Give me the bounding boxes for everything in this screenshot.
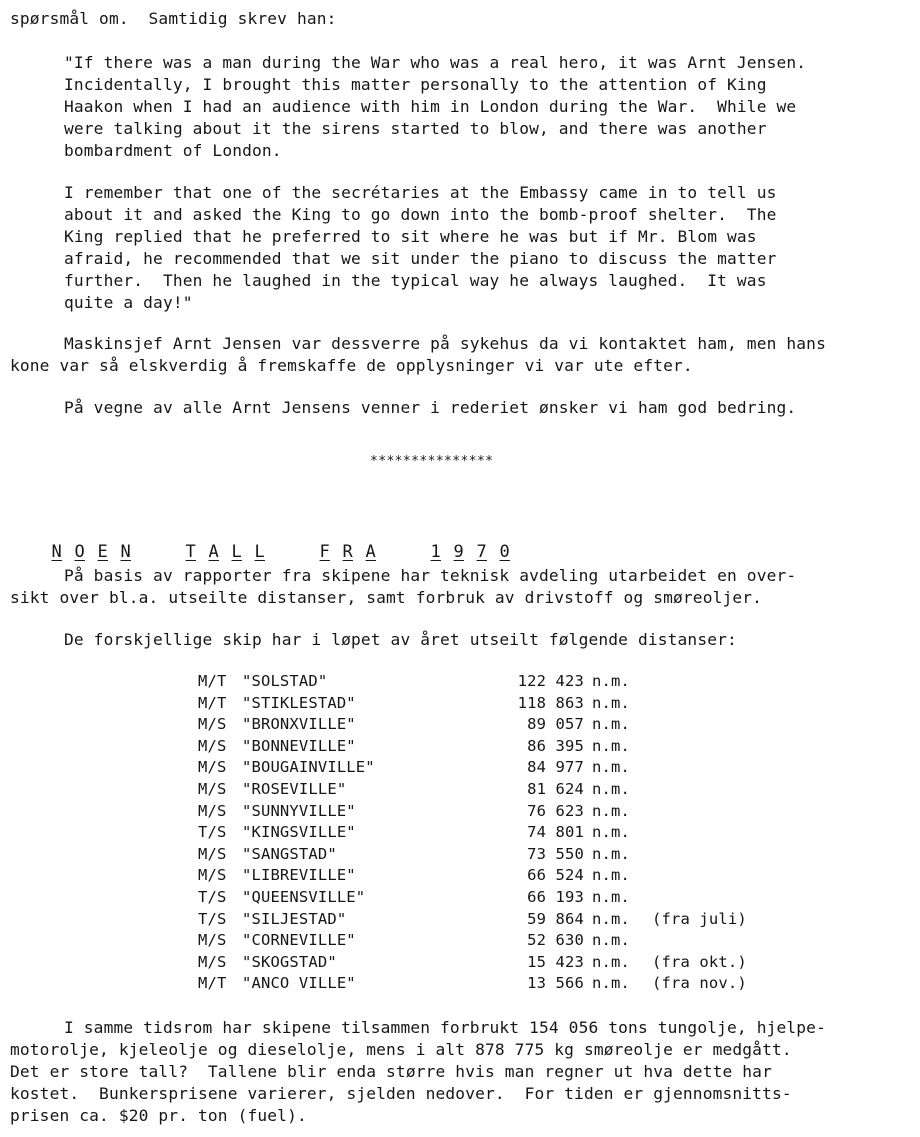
ship-distance: 13 566	[527, 974, 584, 993]
distance-unit: n.m.	[592, 974, 630, 993]
distance-unit: n.m.	[592, 672, 630, 690]
ship-name: "SUNNYVILLE"	[242, 801, 356, 820]
distance-unit: n.m.	[592, 823, 630, 842]
paragraph-line: I samme tidsrom har skipene tilsammen forbrukt 154 056 tons tungolje, hjelpe-	[64, 1018, 826, 1037]
ship-note	[642, 844, 747, 866]
ship-row	[198, 844, 747, 866]
ship-prefix: M/T	[198, 672, 227, 690]
ship-distance: 52 630	[527, 931, 584, 950]
paragraph-line: kone var så elskverdig å fremskaffe de opplysninger vi var ute efter.	[10, 356, 693, 375]
quote-line: about it and asked the King to go down into the bomb-proof shelter. The	[64, 205, 777, 224]
distance-unit: n.m.	[592, 909, 630, 928]
ship-name: "ANCO VILLE"	[242, 974, 356, 993]
ship-prefix: M/S	[198, 715, 227, 734]
quote-line: further. Then he laughed in the typical way he always laughed. It was	[64, 271, 767, 290]
ship-note	[642, 801, 747, 823]
distance-unit: n.m.	[592, 844, 630, 863]
ship-distance: 89 057	[527, 715, 584, 734]
ship-name: "QUEENSVILLE"	[242, 887, 366, 906]
quote-line: were talking about it the sirens started to blow, and there was another	[64, 119, 767, 138]
ship-note	[642, 714, 747, 736]
quote-line: King replied that he preferred to sit where he was but if Mr. Blom was	[64, 227, 757, 246]
ship-name: "BRONXVILLE"	[242, 715, 356, 734]
ship-note	[642, 736, 747, 758]
ship-name: "KINGSVILLE"	[242, 823, 356, 842]
ship-distance: 122 423	[517, 672, 584, 690]
ship-row	[198, 801, 747, 823]
paragraph-line: prisen ca. $20 pr. ton (fuel).	[10, 1106, 307, 1125]
ship-name: "BOUGAINVILLE"	[242, 758, 375, 777]
quote-line: Incidentally, I brought this matter personally to the attention of King	[64, 75, 767, 94]
heading-word: T A L L	[185, 542, 265, 562]
ship-distance: 84 977	[527, 758, 584, 777]
quote-line: I remember that one of the secrétaries at the Embassy came in to tell us	[64, 183, 777, 202]
ship-prefix: T/S	[198, 909, 227, 928]
ship-row	[198, 736, 747, 758]
ship-note: (fra nov.)	[652, 974, 747, 993]
ship-row	[198, 693, 747, 715]
ship-note: (fra juli)	[652, 909, 747, 928]
ship-prefix: M/S	[198, 866, 227, 885]
ship-prefix: M/S	[198, 952, 227, 971]
ship-row	[198, 779, 747, 801]
quote-line: quite a day!"	[64, 293, 193, 312]
ship-name: "SILJESTAD"	[242, 909, 347, 928]
ship-prefix: M/S	[198, 801, 227, 820]
ship-note	[642, 887, 747, 909]
ship-row	[198, 973, 747, 995]
ship-note	[642, 822, 747, 844]
ship-row	[198, 757, 747, 779]
paragraph-line: kostet. Bunkersprisene varierer, sjelden nedover. For tiden er gjennomsnitts-	[10, 1084, 792, 1103]
ship-note: (fra okt.)	[652, 952, 747, 971]
ship-row	[198, 887, 747, 909]
ship-distance-table	[198, 671, 747, 995]
ship-name: "LIBREVILLE"	[242, 866, 356, 885]
ship-name: "CORNEVILLE"	[242, 931, 356, 950]
ship-distance: 118 863	[517, 693, 584, 712]
distance-unit: n.m.	[592, 866, 630, 885]
paragraph-line: På basis av rapporter fra skipene har teknisk avdeling utarbeidet en over-	[64, 566, 797, 585]
intro-line: spørsmål om. Samtidig skrev han:	[10, 9, 337, 28]
ship-prefix: M/S	[198, 736, 227, 755]
wishes-paragraph: På vegne av alle Arnt Jensens venner i rederiet ønsker vi ham god bedring.	[64, 398, 797, 417]
ship-row	[198, 930, 747, 952]
ship-row	[198, 952, 747, 974]
ship-prefix: M/T	[198, 974, 227, 993]
ship-note	[642, 671, 747, 693]
ship-name: "BONNEVILLE"	[242, 736, 356, 755]
ship-row	[198, 822, 747, 844]
distance-unit: n.m.	[592, 952, 630, 971]
paragraph-line: sikt over bl.a. utseilte distanser, samt forbruk av drivstoff og smøreoljer.	[10, 588, 763, 607]
ship-distance: 76 623	[527, 801, 584, 820]
distance-unit: n.m.	[592, 801, 630, 820]
ship-row	[198, 909, 747, 931]
ship-note	[642, 930, 747, 952]
quote-line: Haakon when I had an audience with him in London during the War. While we	[64, 97, 797, 116]
ship-row	[198, 865, 747, 887]
paragraph-line: Det er store tall? Tallene blir enda større hvis man regner ut hva dette har	[10, 1062, 772, 1081]
ship-row	[198, 714, 747, 736]
ship-prefix: T/S	[198, 887, 227, 906]
ship-row	[198, 671, 747, 693]
distance-unit: n.m.	[592, 736, 630, 755]
heading-word: N O E N	[51, 542, 131, 562]
separator-stars: ***************	[370, 454, 494, 469]
paragraph-line: Maskinsjef Arnt Jensen var dessverre på sykehus da vi kontaktet ham, men hans	[64, 334, 826, 353]
distance-unit: n.m.	[592, 931, 630, 950]
ship-name: "SOLSTAD"	[242, 672, 328, 690]
ship-prefix: M/S	[198, 931, 227, 950]
distance-unit: n.m.	[592, 887, 630, 906]
ship-distance: 66 193	[527, 887, 584, 906]
heading-word: F R A	[319, 542, 376, 562]
ship-note	[642, 757, 747, 779]
ship-name: "SANGSTAD"	[242, 844, 337, 863]
ship-distance: 86 395	[527, 736, 584, 755]
ship-prefix: M/S	[198, 758, 227, 777]
quote-line: bombardment of London.	[64, 141, 282, 160]
ship-name: "ROSEVILLE"	[242, 779, 347, 798]
ship-prefix: M/T	[198, 693, 227, 712]
distances-intro: De forskjellige skip har i løpet av året utseilt følgende distanser:	[64, 630, 737, 649]
ship-distance: 15 423	[527, 952, 584, 971]
ship-distance: 73 550	[527, 844, 584, 863]
heading-word: 1 9 7 0	[430, 542, 510, 562]
ship-prefix: M/S	[198, 779, 227, 798]
ship-note	[642, 779, 747, 801]
ship-note	[642, 865, 747, 887]
ship-name: "SKOGSTAD"	[242, 952, 337, 971]
ship-note	[642, 693, 747, 715]
distance-unit: n.m.	[592, 758, 630, 777]
ship-distance: 74 801	[527, 823, 584, 842]
distance-unit: n.m.	[592, 779, 630, 798]
paragraph-line: motorolje, kjeleolje og dieselolje, mens i alt 878 775 kg smøreolje er medgått.	[10, 1040, 792, 1059]
ship-prefix: M/S	[198, 844, 227, 863]
quote-line: "If there was a man during the War who was a real hero, it was Arnt Jensen.	[64, 53, 807, 72]
distance-unit: n.m.	[592, 715, 630, 734]
ship-distance: 59 864	[527, 909, 584, 928]
ship-name: "STIKLESTAD"	[242, 693, 356, 712]
ship-prefix: T/S	[198, 823, 227, 842]
distance-unit: n.m.	[592, 693, 630, 712]
ship-distance: 66 524	[527, 866, 584, 885]
ship-distance: 81 624	[527, 779, 584, 798]
quote-line: afraid, he recommended that we sit under the piano to discuss the matter	[64, 249, 777, 268]
